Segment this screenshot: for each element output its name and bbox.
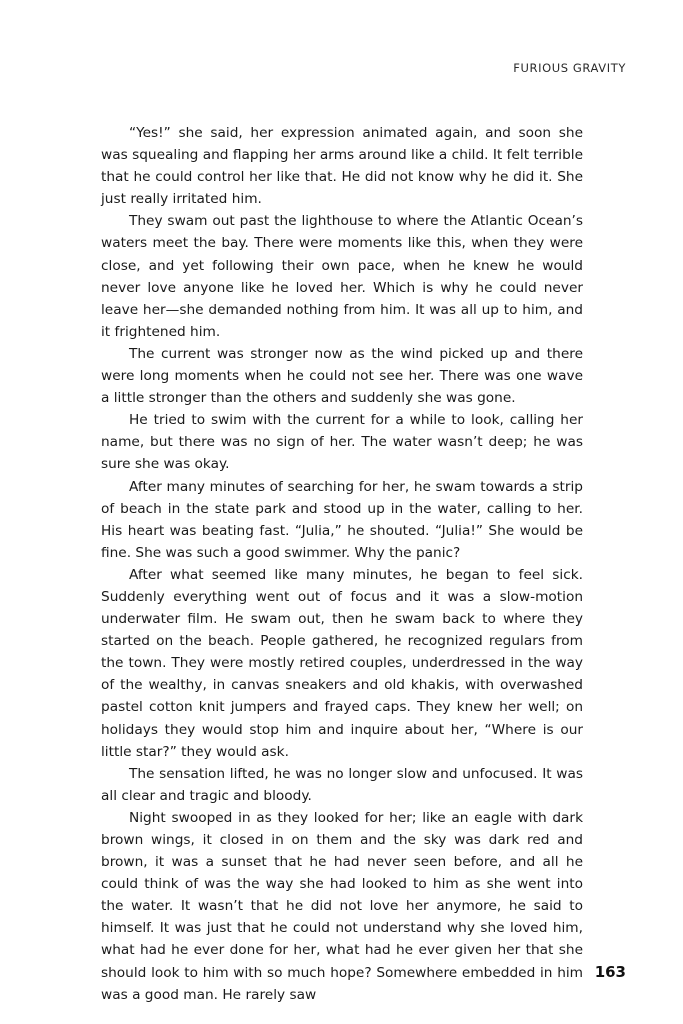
paragraph: He tried to swim with the current for a while to look, calling her name, but there was no sign of her. The water wasn’t deep; he was sure she was okay.: [101, 412, 583, 473]
paragraph: The sensation lifted, he was no longer slow and unfocused. It was all clear and tragic and bloody.: [101, 765, 583, 804]
paragraph: They swam out past the lighthouse to where the Atlantic Ocean’s waters meet the bay. There were moments like this, when they were close, and yet following their own pace, when he knew he would never love anyone like he loved her. Which is why he could never leave her—she demanded nothing from him. It was all up to him, and it frightened him.: [101, 213, 583, 340]
paragraph: The current was stronger now as the wind picked up and there were long moments when he could not see her. There was one wave a little stronger than the others and suddenly she was gone.: [101, 345, 583, 407]
paragraph: Night swooped in as they looked for her; like an eagle with dark brown wings, it closed in on them and the sky was dark red and brown, it was a sunset that he had never seen before, and all he could think of was the way she had looked to him as she went into the water. It wasn’t that he did not love her anymore, he said to himself. It was just that he could not understand why she loved him, what had he ever done for her, what had he ever given her that she should look to him with so much hope? Somewhere embedded in him was a good man. He rarely saw: [101, 809, 583, 1003]
body-text: [101, 122, 583, 1006]
paragraph: “Yes!” she said, her expression animated again, and soon she was squealing and flapping her arms around like a child. It felt terrible that he could control her like that. He did not know why he did it. She just really irritated him.: [101, 125, 583, 208]
paragraph: After what seemed like many minutes, he began to feel sick. Suddenly everything went out of focus and it was a slow-motion underwater film. He swam out, then he swam back to where they started on the beach. People gathered, he recognized regulars from the town. They were mostly retired couples, underdressed in the way of the wealthy, in canvas sneakers and old khakis, with overwashed pastel cotton knit jumpers and frayed caps. They knew her well; on holidays they would stop him and inquire about her, “Where is our little star?” they would ask.: [101, 566, 583, 760]
running-head: FURIOUS GRAVITY: [513, 61, 626, 75]
page-number: 163: [594, 963, 626, 981]
paragraph: After many minutes of searching for her, he swam towards a strip of beach in the state park and stood up in the water, calling to her. His heart was beating fast. “Julia,” he shouted. “Julia!” She would be fine. She was such a good swimmer. Why the panic?: [101, 478, 583, 561]
